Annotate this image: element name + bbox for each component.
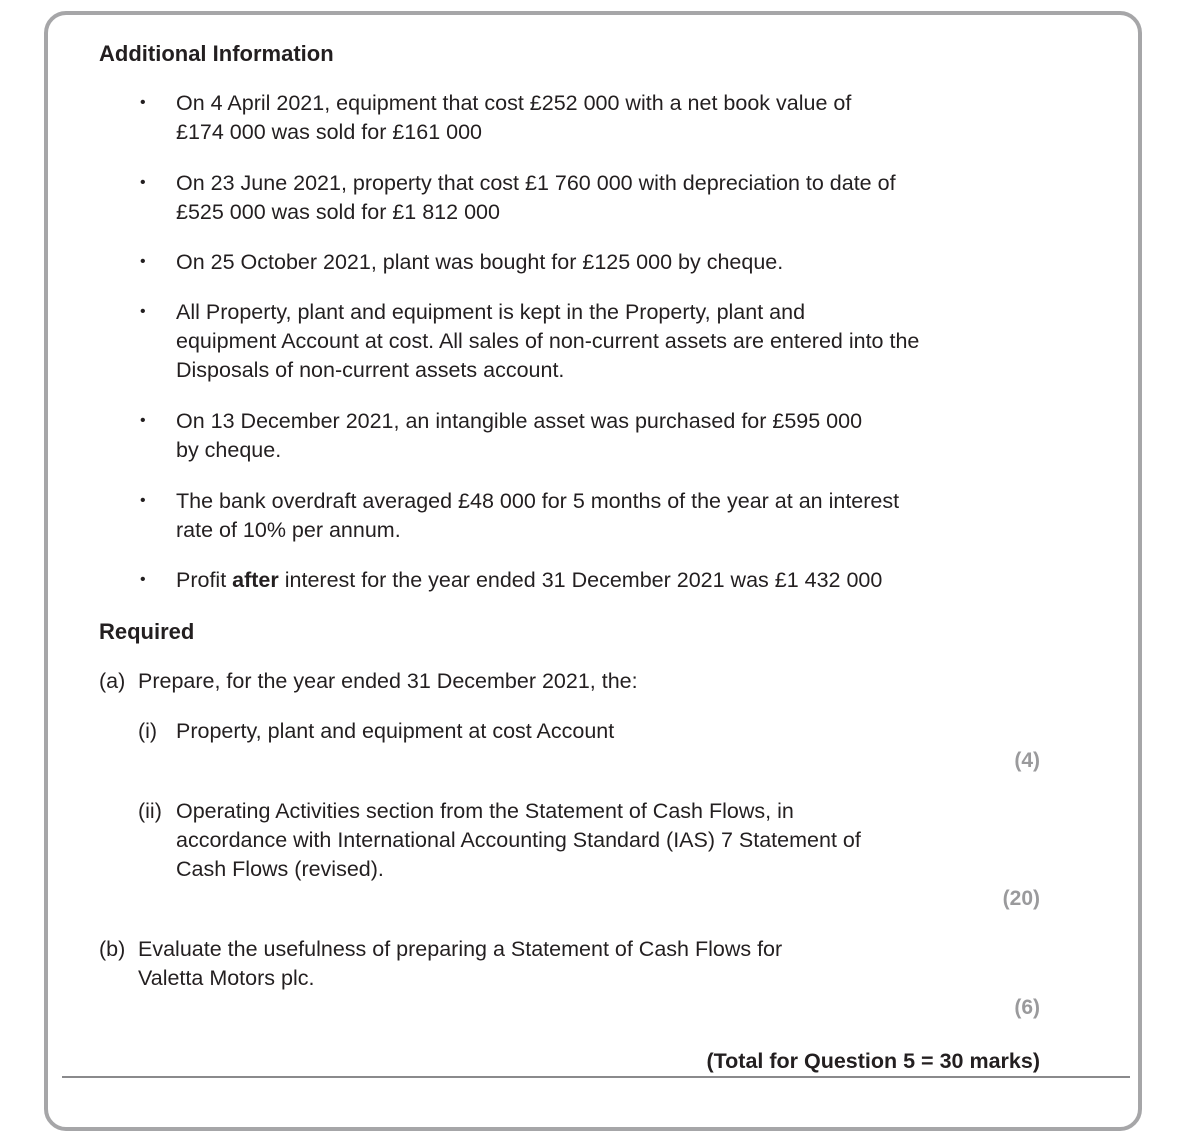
- bullet-icon: •: [140, 303, 146, 320]
- bullet-icon: •: [140, 174, 146, 191]
- part-a-ii-text: Operating Activities section from the Statement of Cash Flows, in accordance with International Accounting Standard (IAS) 7 Statement of Cash Flows (revised).: [176, 799, 861, 881]
- bullet-icon: •: [140, 492, 146, 509]
- part-a-ii-label: (ii): [138, 799, 162, 823]
- bullet-text: On 13 December 2021, an intangible asset was purchased for £595 000 by cheque.: [176, 409, 863, 462]
- bullet-text: All Property, plant and equipment is kept in the Property, plant and equipment Account at cost. All sales of non-current assets are entered into the Disposals of non-current assets account.: [176, 300, 920, 382]
- bullet-text: Profit after interest for the year ended 31 December 2021 was £1 432 000: [176, 568, 883, 592]
- marks-b: (6): [1014, 996, 1040, 1019]
- bullet-text: On 23 June 2021, property that cost £1 760 000 with depreciation to date of £525 000 was sold for £1 812 000: [176, 171, 896, 224]
- bullet-icon: •: [140, 253, 146, 270]
- marks-a-i: (4): [1014, 749, 1040, 772]
- part-a-label: (a): [99, 669, 126, 693]
- part-a-text: Prepare, for the year ended 31 December 2021, the:: [138, 669, 638, 693]
- bullet-text: On 25 October 2021, plant was bought for £125 000 by cheque.: [176, 250, 784, 274]
- question-total: (Total for Question 5 = 30 marks): [706, 1049, 1040, 1073]
- bullet-icon: •: [140, 571, 146, 588]
- part-a-i-text: Property, plant and equipment at cost Account: [176, 719, 615, 743]
- bullet-icon: •: [140, 412, 146, 429]
- bullet-text: On 4 April 2021, equipment that cost £252 000 with a net book value of £174 000 was sold for £161 000: [176, 91, 852, 144]
- part-a-i-label: (i): [138, 719, 158, 743]
- section-heading: Additional Information: [99, 41, 334, 66]
- bullet-icon: •: [140, 94, 146, 111]
- marks-a-ii: (20): [1002, 887, 1040, 910]
- divider: [62, 1076, 1130, 1078]
- part-b-text: Evaluate the usefulness of preparing a Statement of Cash Flows for Valetta Motors plc.: [138, 937, 783, 990]
- bullet-text: The bank overdraft averaged £48 000 for 5 months of the year at an interest rate of 10% per annum.: [176, 489, 900, 542]
- required-heading: Required: [99, 619, 195, 644]
- part-b-label: (b): [99, 937, 126, 961]
